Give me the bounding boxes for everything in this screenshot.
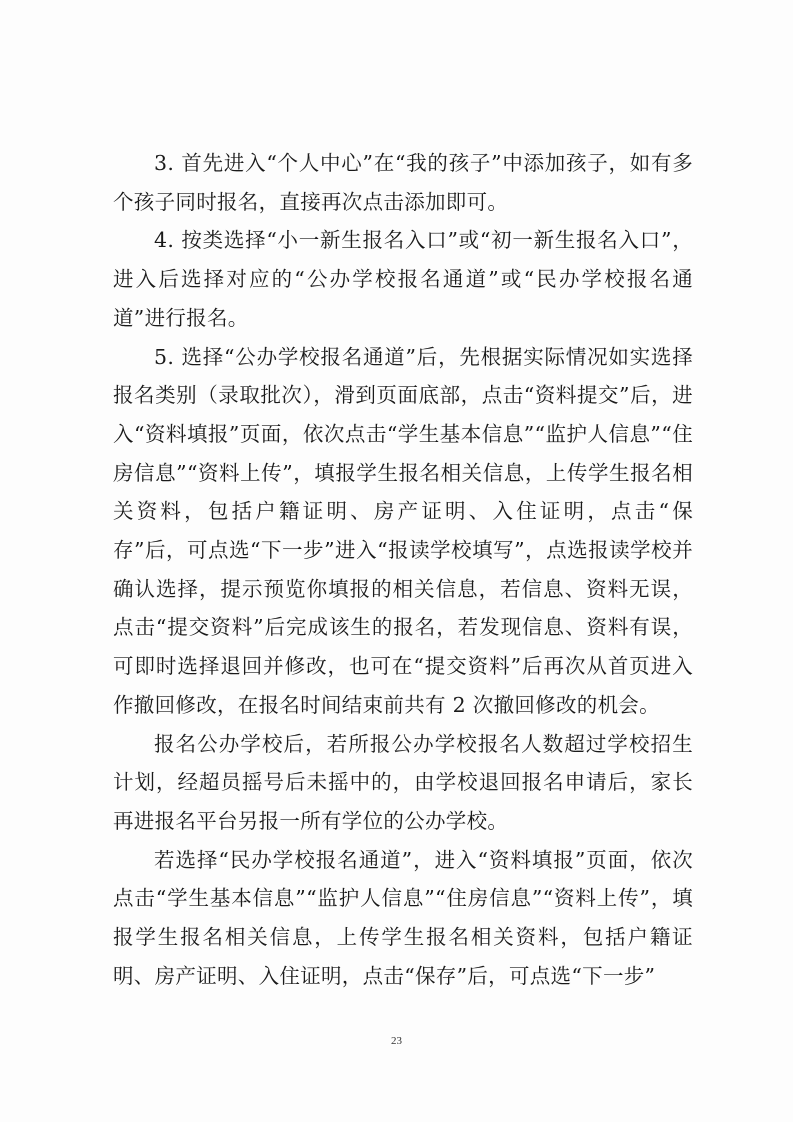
paragraph-private-school: 若选择“民办学校报名通道”，进入“资料填报”页面，依次点击“学生基本信息”“监护人信息”“住房信息”“资料上传”，填报学生报名相关信息，上传学生报名相关资料，包括户籍证明、房产证明、入住证明，点击“保存”后，可点选“下一步” <box>113 847 693 988</box>
paragraph-public-school-note: 报名公办学校后，若所报公办学校报名人数超过学校招生计划，经超员摇号后未摇中的，由学校退回报名申请后，家长再进报名平台另报一所有学位的公办学校。 <box>113 731 693 833</box>
paragraph-step-3: 3. 首先进入“个人中心”在“我的孩子”中添加孩子，如有多个孩子同时报名，直接再次点击添加即可。 <box>113 151 693 214</box>
paragraph-step-4: 4. 按类选择“小一新生报名入口”或“初一新生报名入口”，进入后选择对应的“公办学校报名通道”或“民办学校报名通道”进行报名。 <box>113 228 693 330</box>
paragraph-step-5: 5. 选择“公办学校报名通道”后，先根据实际情况如实选择报名类别（录取批次），滑到页面底部，点击“资料提交”后，进入“资料填报”页面，依次点击“学生基本信息”“监护人信息”“住房信息”“资料上传”，填报学生报名相关信息，上传学生报名相关资料，包括户籍证明、房产证明、入住证明，点击“保存”后，可点选“下一步”进入“报读学校填写”，点选报读学校并确认选择，提示预览你填报的相关信息，若信息、资料无误，点击“提交资料”后完成该生的报名，若发现信息、资料有误，可即时选择退回并修改，也可在“提交资料”后再次从首页进入作撤回修改，在报名时间结束前共有 2 次撤回修改的机会。 <box>113 344 693 717</box>
page-number: 23 <box>391 1035 402 1047</box>
body-text <box>113 144 693 995</box>
